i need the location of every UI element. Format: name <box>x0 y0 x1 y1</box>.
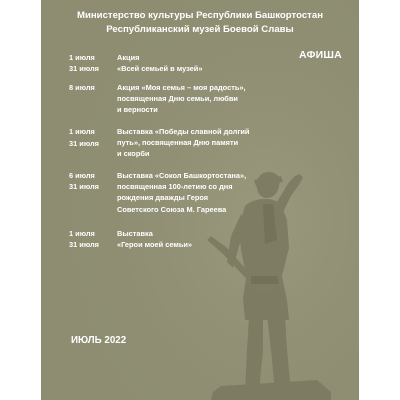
event-description <box>117 82 277 116</box>
afisha-title: АФИША <box>299 49 342 61</box>
event-desc-line: Выставка «Победы славной долгий <box>117 127 250 136</box>
event-desc-line: рождения дважды Героя <box>117 193 209 203</box>
event-desc-line: и верности <box>117 105 158 115</box>
event-date-start: 1 июля <box>69 53 95 62</box>
event-date-end: 31 июля <box>69 240 99 250</box>
event-dates <box>69 82 117 93</box>
event-desc-line: посвященная 100-летию со дня <box>117 182 233 192</box>
month-label: ИЮЛЬ 2022 <box>71 335 127 346</box>
event-description <box>117 228 277 250</box>
event-dates <box>69 126 117 149</box>
event-desc-line: Акция «Моя семья – моя радость», <box>117 83 246 92</box>
event-date-end: 31 июля <box>69 182 99 192</box>
event-desc-line: и скорби <box>117 149 150 159</box>
event-desc-line: посвященная Дню семьи, любви <box>117 94 238 104</box>
event-description <box>117 170 277 215</box>
event-desc-line: Выставка «Сокол Башкортостана», <box>117 171 247 180</box>
event-desc-line: Советского Союза М. Гареева <box>117 204 227 214</box>
event-dates <box>69 52 117 74</box>
event-date-end: 31 июля <box>69 64 99 74</box>
event-date-start: 8 июля <box>69 83 95 92</box>
event-desc-line: Акция <box>117 53 140 62</box>
event-description <box>117 126 277 160</box>
event-desc-line: «Герои моей семьи» <box>117 240 193 250</box>
museum-name: Республиканский музей Боевой Славы <box>106 24 294 35</box>
event-date-start: 6 июля <box>69 171 95 180</box>
event-description <box>117 52 277 74</box>
event-desc-line: «Всей семьей в музей» <box>117 64 203 74</box>
ministry-name: Министерство культуры Республики Башкортостан <box>76 10 323 21</box>
event-date-start: 1 июля <box>69 229 95 238</box>
event-desc-line: путь», посвященная Дню памяти <box>117 138 239 148</box>
event-date-start: 1 июля <box>69 127 95 136</box>
poster <box>41 0 359 400</box>
event-date-end: 31 июля <box>69 139 99 149</box>
event-dates <box>69 228 117 250</box>
event-desc-line: Выставка <box>117 229 153 238</box>
event-dates <box>69 170 117 192</box>
